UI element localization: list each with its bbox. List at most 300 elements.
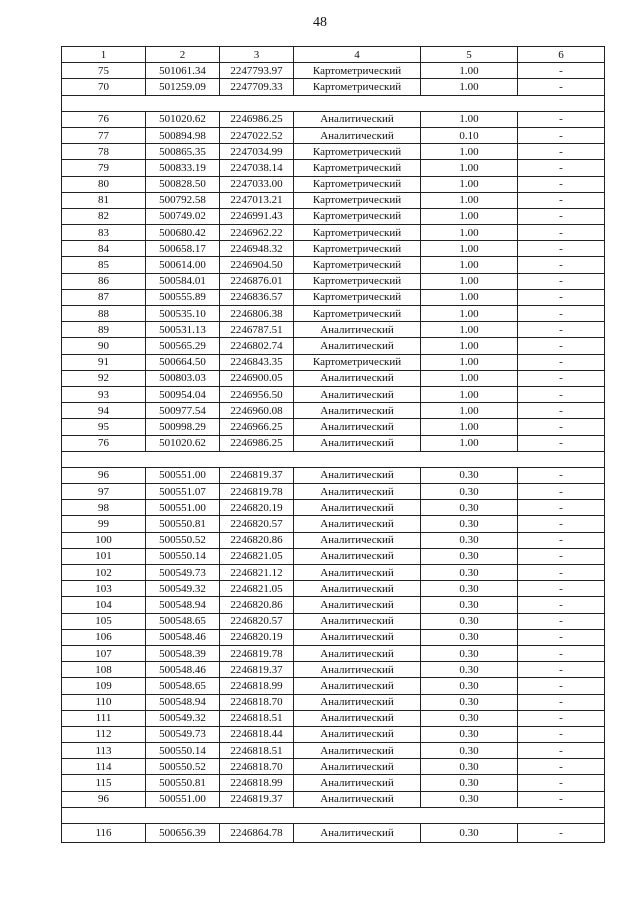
table-cell: 1.00 <box>421 419 518 435</box>
table-cell: - <box>518 581 605 597</box>
table-cell: 113 <box>62 743 146 759</box>
table-cell: - <box>518 386 605 402</box>
table-cell: 500954.04 <box>146 386 220 402</box>
table-cell: - <box>518 532 605 548</box>
table-cell: 500551.00 <box>146 500 220 516</box>
table-row <box>62 370 605 386</box>
table-cell: 1.00 <box>421 225 518 241</box>
table-cell: 2246966.25 <box>220 419 294 435</box>
table-cell: 110 <box>62 694 146 710</box>
table-cell: 1.00 <box>421 63 518 79</box>
table-cell: Картометрический <box>294 306 421 322</box>
table-cell: 2246956.50 <box>220 386 294 402</box>
table-cell: 500680.42 <box>146 225 220 241</box>
table-separator-row <box>62 451 605 467</box>
table-cell: 1.00 <box>421 289 518 305</box>
table-cell: 500550.14 <box>146 548 220 564</box>
table-cell: 0.30 <box>421 581 518 597</box>
table-row <box>62 743 605 759</box>
table-cell: Аналитический <box>294 370 421 386</box>
table-cell: 2246818.51 <box>220 743 294 759</box>
table-cell: 2246962.22 <box>220 225 294 241</box>
table-row <box>62 338 605 354</box>
table-row <box>62 516 605 532</box>
table-cell: Аналитический <box>294 403 421 419</box>
table-cell: 2246819.37 <box>220 791 294 807</box>
table-cell: 0.30 <box>421 532 518 548</box>
table-row <box>62 257 605 273</box>
table-cell: 1.00 <box>421 192 518 208</box>
table-cell: 83 <box>62 225 146 241</box>
table-cell: 1.00 <box>421 79 518 95</box>
table-cell: 1.00 <box>421 322 518 338</box>
table-cell: 108 <box>62 662 146 678</box>
table-cell: Аналитический <box>294 824 421 843</box>
table-cell: 2246818.99 <box>220 775 294 791</box>
table-cell: Аналитический <box>294 581 421 597</box>
table-row <box>62 662 605 678</box>
table-cell: 2246960.08 <box>220 403 294 419</box>
table-cell: - <box>518 370 605 386</box>
table-cell: 500549.32 <box>146 710 220 726</box>
table-row <box>62 629 605 645</box>
table-cell: 500535.10 <box>146 306 220 322</box>
table-cell: - <box>518 597 605 613</box>
table-cell: Аналитический <box>294 322 421 338</box>
table-row <box>62 581 605 597</box>
column-header: 2 <box>146 47 220 63</box>
table-cell: - <box>518 225 605 241</box>
table-cell: Аналитический <box>294 565 421 581</box>
table-cell: 107 <box>62 645 146 661</box>
table-cell: 79 <box>62 160 146 176</box>
table-cell: - <box>518 645 605 661</box>
table-row <box>62 645 605 661</box>
table-cell: - <box>518 726 605 742</box>
table-cell: 2247034.99 <box>220 144 294 160</box>
table-cell: - <box>518 467 605 483</box>
page-number: 48 <box>313 15 327 30</box>
table-cell: 89 <box>62 322 146 338</box>
table-cell: 98 <box>62 500 146 516</box>
table-cell: - <box>518 192 605 208</box>
table-cell: 96 <box>62 791 146 807</box>
table-cell: 2247709.33 <box>220 79 294 95</box>
column-header: 3 <box>220 47 294 63</box>
table-cell: 76 <box>62 111 146 127</box>
table-cell: 500865.35 <box>146 144 220 160</box>
table-cell: 501061.34 <box>146 63 220 79</box>
table-cell: 500584.01 <box>146 273 220 289</box>
table-cell: 0.30 <box>421 629 518 645</box>
table-cell: - <box>518 160 605 176</box>
table-cell: 2246820.86 <box>220 597 294 613</box>
table-cell: 1.00 <box>421 160 518 176</box>
table-cell: Аналитический <box>294 791 421 807</box>
table-cell: Картометрический <box>294 192 421 208</box>
table-cell: 0.30 <box>421 645 518 661</box>
table-row <box>62 597 605 613</box>
table-cell: Аналитический <box>294 645 421 661</box>
table-cell: 500555.89 <box>146 289 220 305</box>
table-cell: - <box>518 791 605 807</box>
table-cell: 2246818.99 <box>220 678 294 694</box>
table-cell: 76 <box>62 435 146 451</box>
separator-cell <box>62 451 605 467</box>
table-cell: 78 <box>62 144 146 160</box>
table-cell: 500792.58 <box>146 192 220 208</box>
table-cell: 500551.07 <box>146 484 220 500</box>
table-cell: Картометрический <box>294 225 421 241</box>
table-cell: - <box>518 662 605 678</box>
table-cell: 1.00 <box>421 354 518 370</box>
table-cell: 109 <box>62 678 146 694</box>
table-cell: 500749.02 <box>146 208 220 224</box>
table-cell: Картометрический <box>294 144 421 160</box>
table-cell: 500803.03 <box>146 370 220 386</box>
table-cell: 88 <box>62 306 146 322</box>
table-cell: 2246818.70 <box>220 694 294 710</box>
table-row <box>62 532 605 548</box>
table-cell: 500551.00 <box>146 791 220 807</box>
table-cell: 85 <box>62 257 146 273</box>
table-cell: 103 <box>62 581 146 597</box>
table-cell: 2246904.50 <box>220 257 294 273</box>
table-cell: 114 <box>62 759 146 775</box>
table-cell: 0.30 <box>421 548 518 564</box>
table-row <box>62 322 605 338</box>
table-cell: 1.00 <box>421 386 518 402</box>
column-header: 5 <box>421 47 518 63</box>
table-row <box>62 192 605 208</box>
table-row <box>62 403 605 419</box>
table-cell: 105 <box>62 613 146 629</box>
table-cell: Картометрический <box>294 289 421 305</box>
table-cell: 500549.73 <box>146 565 220 581</box>
table-cell: 500656.39 <box>146 824 220 843</box>
table-cell: - <box>518 176 605 192</box>
table-cell: 97 <box>62 484 146 500</box>
table-cell: 2246821.05 <box>220 581 294 597</box>
table-cell: Картометрический <box>294 176 421 192</box>
table-cell: 84 <box>62 241 146 257</box>
table-cell: 500548.94 <box>146 694 220 710</box>
table-cell: - <box>518 516 605 532</box>
table-cell: 2247033.00 <box>220 176 294 192</box>
table-cell: 116 <box>62 824 146 843</box>
table-cell: 2246820.19 <box>220 500 294 516</box>
table-cell: - <box>518 63 605 79</box>
table-cell: - <box>518 289 605 305</box>
table-cell: 0.30 <box>421 500 518 516</box>
table-cell: 101 <box>62 548 146 564</box>
table-cell: - <box>518 435 605 451</box>
table-cell: 2246806.38 <box>220 306 294 322</box>
table-cell: 91 <box>62 354 146 370</box>
table-cell: - <box>518 629 605 645</box>
table-cell: - <box>518 241 605 257</box>
table-cell: 2246818.70 <box>220 759 294 775</box>
table-cell: - <box>518 419 605 435</box>
table-row <box>62 824 605 843</box>
table-cell: 500614.00 <box>146 257 220 273</box>
table-cell: 500531.13 <box>146 322 220 338</box>
table-cell: Аналитический <box>294 516 421 532</box>
table-cell: 2246819.78 <box>220 484 294 500</box>
table-row <box>62 273 605 289</box>
table-row <box>62 289 605 305</box>
table-cell: Аналитический <box>294 662 421 678</box>
table-cell: 0.30 <box>421 662 518 678</box>
table-cell: - <box>518 678 605 694</box>
table-row <box>62 694 605 710</box>
table-cell: 2246843.35 <box>220 354 294 370</box>
table-cell: - <box>518 824 605 843</box>
table-row <box>62 225 605 241</box>
coordinates-table <box>61 46 605 843</box>
table-cell: Аналитический <box>294 338 421 354</box>
table-cell: 0.30 <box>421 678 518 694</box>
table-cell: - <box>518 694 605 710</box>
table-cell: 500894.98 <box>146 127 220 143</box>
table-cell: 1.00 <box>421 241 518 257</box>
table-cell: 2246820.57 <box>220 516 294 532</box>
table-cell: - <box>518 127 605 143</box>
table-cell: 99 <box>62 516 146 532</box>
table-cell: - <box>518 208 605 224</box>
table-cell: - <box>518 79 605 95</box>
table-cell: 0.10 <box>421 127 518 143</box>
table-cell: 500550.81 <box>146 516 220 532</box>
table-cell: Аналитический <box>294 484 421 500</box>
table-cell: 0.30 <box>421 597 518 613</box>
table-cell: 1.00 <box>421 257 518 273</box>
table-separator-row <box>62 807 605 823</box>
table-cell: 500550.14 <box>146 743 220 759</box>
table-cell: Аналитический <box>294 386 421 402</box>
table-cell: 0.30 <box>421 726 518 742</box>
table-cell: 1.00 <box>421 111 518 127</box>
table-cell: Картометрический <box>294 354 421 370</box>
table-cell: - <box>518 484 605 500</box>
table-row <box>62 759 605 775</box>
table-cell: 2246820.86 <box>220 532 294 548</box>
table-cell: 500548.46 <box>146 629 220 645</box>
table-row <box>62 565 605 581</box>
table-cell: - <box>518 743 605 759</box>
table-cell: 2246819.78 <box>220 645 294 661</box>
table-cell: - <box>518 548 605 564</box>
table-cell: 2246836.57 <box>220 289 294 305</box>
table-cell: Аналитический <box>294 743 421 759</box>
table-cell: - <box>518 338 605 354</box>
table-cell: - <box>518 322 605 338</box>
table-cell: Аналитический <box>294 532 421 548</box>
table-cell: - <box>518 565 605 581</box>
table-row <box>62 79 605 95</box>
table-cell: 2247013.21 <box>220 192 294 208</box>
table-cell: 500550.52 <box>146 532 220 548</box>
table-cell: 2246820.19 <box>220 629 294 645</box>
table-cell: 2246819.37 <box>220 467 294 483</box>
table-cell: 106 <box>62 629 146 645</box>
table-cell: 2246821.05 <box>220 548 294 564</box>
table-cell: 80 <box>62 176 146 192</box>
separator-cell <box>62 95 605 111</box>
table-cell: 500550.52 <box>146 759 220 775</box>
table-cell: Аналитический <box>294 759 421 775</box>
table-cell: Аналитический <box>294 435 421 451</box>
table-cell: Картометрический <box>294 273 421 289</box>
table-row <box>62 386 605 402</box>
table-cell: 111 <box>62 710 146 726</box>
table-cell: 1.00 <box>421 306 518 322</box>
table-cell: Аналитический <box>294 500 421 516</box>
table-row <box>62 435 605 451</box>
table-cell: 2246948.32 <box>220 241 294 257</box>
table-cell: 1.00 <box>421 403 518 419</box>
table-cell: 0.30 <box>421 743 518 759</box>
table-row <box>62 467 605 483</box>
table-cell: Картометрический <box>294 79 421 95</box>
table-cell: 0.30 <box>421 694 518 710</box>
table-cell: 75 <box>62 63 146 79</box>
table-cell: 94 <box>62 403 146 419</box>
table-cell: 0.30 <box>421 824 518 843</box>
table-row <box>62 111 605 127</box>
table-row <box>62 791 605 807</box>
table-cell: Аналитический <box>294 629 421 645</box>
table-row <box>62 144 605 160</box>
table-cell: Аналитический <box>294 694 421 710</box>
table-cell: 81 <box>62 192 146 208</box>
table-cell: 1.00 <box>421 370 518 386</box>
table-cell: - <box>518 273 605 289</box>
table-cell: 500833.19 <box>146 160 220 176</box>
table-cell: 500565.29 <box>146 338 220 354</box>
table-cell: Аналитический <box>294 678 421 694</box>
table-cell: Картометрический <box>294 63 421 79</box>
table-cell: 0.30 <box>421 775 518 791</box>
table-cell: 2247038.14 <box>220 160 294 176</box>
table-header-row <box>62 47 605 63</box>
table-cell: 0.30 <box>421 484 518 500</box>
table-cell: 501020.62 <box>146 111 220 127</box>
table-cell: Картометрический <box>294 160 421 176</box>
table-cell: 2246821.12 <box>220 565 294 581</box>
table-cell: 0.30 <box>421 791 518 807</box>
table-cell: 500658.17 <box>146 241 220 257</box>
table-cell: - <box>518 403 605 419</box>
table-cell: 1.00 <box>421 208 518 224</box>
table-row <box>62 548 605 564</box>
table-cell: Аналитический <box>294 613 421 629</box>
table-cell: - <box>518 111 605 127</box>
table-cell: Картометрический <box>294 257 421 273</box>
table-cell: - <box>518 710 605 726</box>
table-cell: - <box>518 144 605 160</box>
table-cell: Аналитический <box>294 710 421 726</box>
table-row <box>62 160 605 176</box>
table-row <box>62 208 605 224</box>
table-row <box>62 500 605 516</box>
table-row <box>62 63 605 79</box>
table-cell: - <box>518 759 605 775</box>
table-row <box>62 241 605 257</box>
table-row <box>62 678 605 694</box>
table-cell: Аналитический <box>294 775 421 791</box>
table-cell: - <box>518 257 605 273</box>
table-cell: 0.30 <box>421 759 518 775</box>
table-cell: 500550.81 <box>146 775 220 791</box>
table-cell: 500549.32 <box>146 581 220 597</box>
table-row <box>62 354 605 370</box>
table-cell: - <box>518 500 605 516</box>
table-cell: 2247793.97 <box>220 63 294 79</box>
column-header: 6 <box>518 47 605 63</box>
table-cell: 2246986.25 <box>220 111 294 127</box>
table-cell: 70 <box>62 79 146 95</box>
table-cell: 2247022.52 <box>220 127 294 143</box>
table-cell: 0.30 <box>421 710 518 726</box>
table-row <box>62 775 605 791</box>
table-cell: 2246876.01 <box>220 273 294 289</box>
table-cell: 2246864.78 <box>220 824 294 843</box>
table-cell: 1.00 <box>421 435 518 451</box>
table-cell: 2246819.37 <box>220 662 294 678</box>
table-cell: 500664.50 <box>146 354 220 370</box>
table-cell: 501020.62 <box>146 435 220 451</box>
table-row <box>62 127 605 143</box>
table-cell: 112 <box>62 726 146 742</box>
table-cell: - <box>518 613 605 629</box>
table-cell: Аналитический <box>294 467 421 483</box>
table-cell: 500548.65 <box>146 678 220 694</box>
table-cell: 104 <box>62 597 146 613</box>
table-cell: 0.30 <box>421 565 518 581</box>
table-cell: 2246991.43 <box>220 208 294 224</box>
table-cell: 2246802.74 <box>220 338 294 354</box>
table-cell: - <box>518 306 605 322</box>
table-cell: 92 <box>62 370 146 386</box>
table-cell: 0.30 <box>421 467 518 483</box>
table-cell: 1.00 <box>421 176 518 192</box>
table-cell: 87 <box>62 289 146 305</box>
table-row <box>62 613 605 629</box>
table-cell: 96 <box>62 467 146 483</box>
column-header: 1 <box>62 47 146 63</box>
column-header: 4 <box>294 47 421 63</box>
table-cell: 93 <box>62 386 146 402</box>
table-cell: 500548.39 <box>146 645 220 661</box>
table-cell: 500548.94 <box>146 597 220 613</box>
table-cell: 500551.00 <box>146 467 220 483</box>
table-cell: - <box>518 775 605 791</box>
table-cell: 82 <box>62 208 146 224</box>
table-cell: 2246820.57 <box>220 613 294 629</box>
table-cell: 95 <box>62 419 146 435</box>
table-cell: 100 <box>62 532 146 548</box>
table-cell: 90 <box>62 338 146 354</box>
table-cell: 2246986.25 <box>220 435 294 451</box>
table-cell: 500548.46 <box>146 662 220 678</box>
table-cell: Картометрический <box>294 241 421 257</box>
table-row <box>62 306 605 322</box>
table-cell: 115 <box>62 775 146 791</box>
table-cell: Аналитический <box>294 111 421 127</box>
table-cell: 500828.50 <box>146 176 220 192</box>
table-cell: 2246787.51 <box>220 322 294 338</box>
